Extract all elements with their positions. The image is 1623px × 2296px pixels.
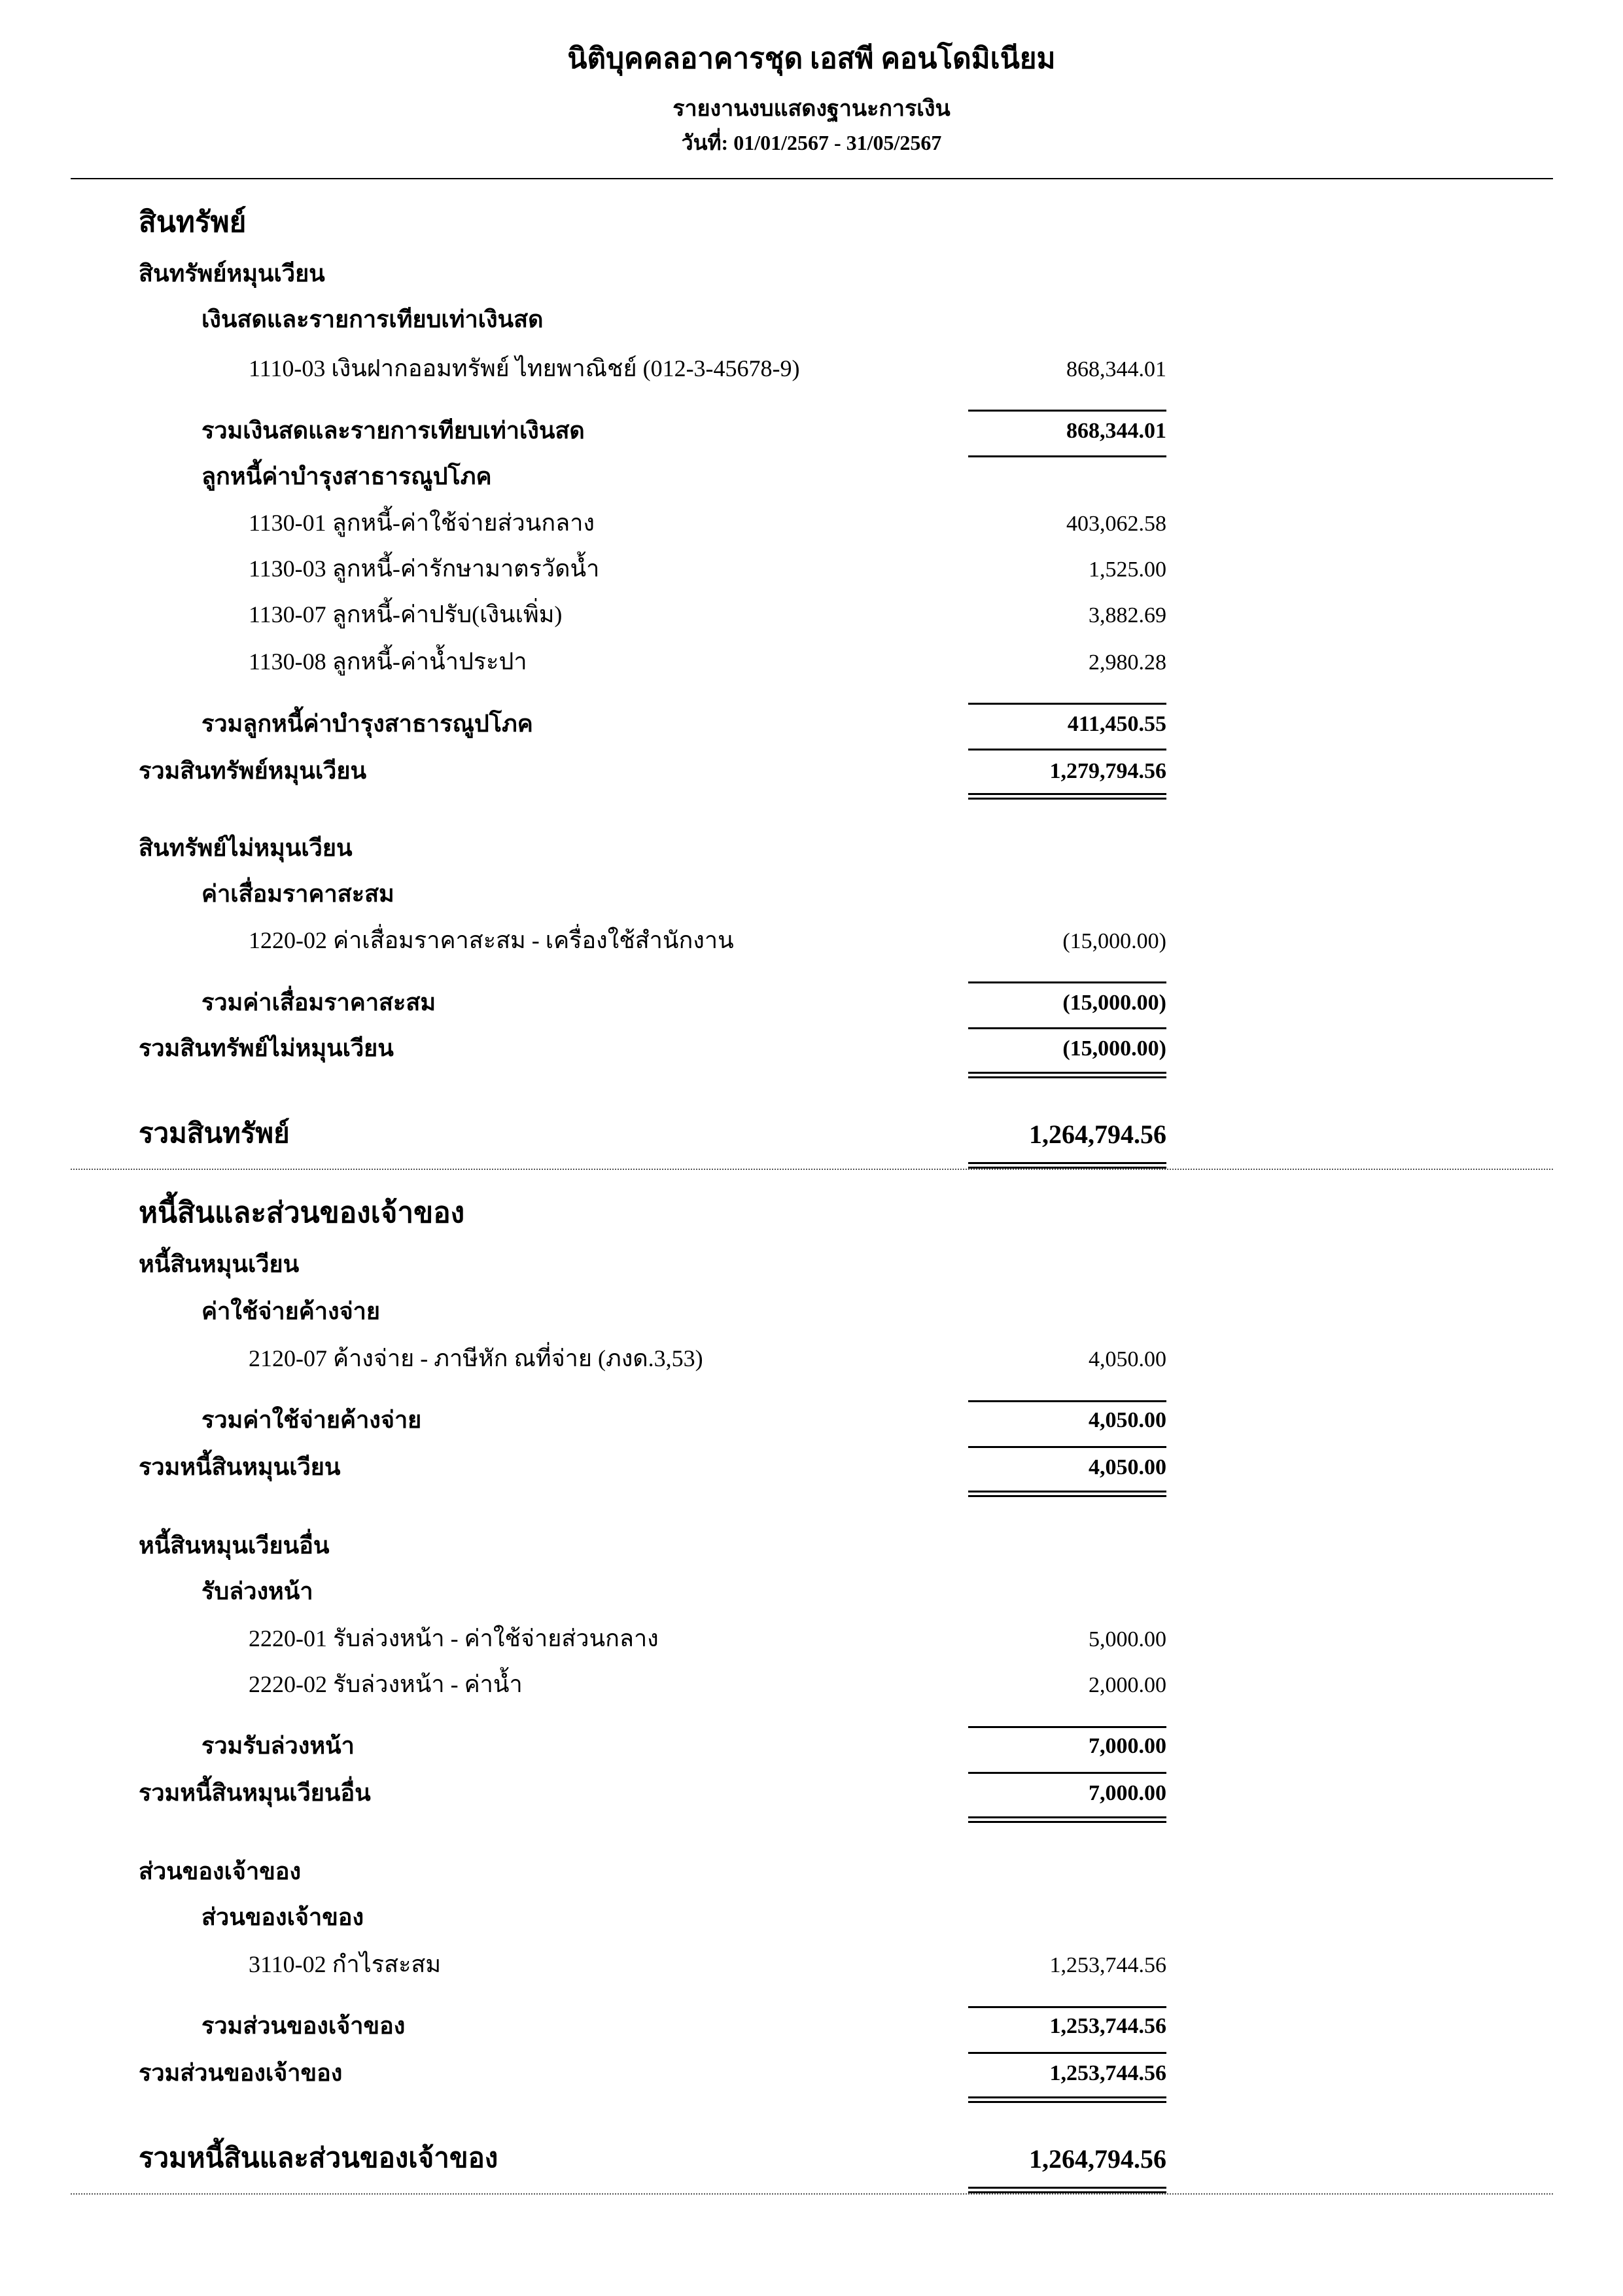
- noncurrent-assets-total-label: รวมสินทรัพย์ไม่หมุนเวียน: [139, 1035, 394, 1061]
- ledger-item-amount: 4,050.00: [1089, 1347, 1166, 1371]
- current-assets-heading: สินทรัพย์หมุนเวียน: [139, 260, 325, 287]
- current-liabilities-total-amount: 4,050.00: [1089, 1455, 1166, 1479]
- ledger-item-amount: 5,000.00: [1089, 1627, 1166, 1651]
- assets-grand-total-label: รวมสินทรัพย์: [139, 1119, 290, 1149]
- current-assets-total-label: รวมสินทรัพย์หมุนเวียน: [139, 758, 367, 784]
- noncurrent-assets-total-amount: (15,000.00): [1062, 1036, 1166, 1061]
- total-double-underline: [968, 793, 1166, 800]
- total-double-underline: [968, 2096, 1166, 2103]
- ledger-item-label: 2220-01 รับล่วงหน้า - ค่าใช้จ่ายส่วนกลาง: [249, 1625, 659, 1651]
- ledger-item-amount: 868,344.01: [1066, 357, 1166, 381]
- equity-heading: ส่วนของเจ้าของ: [139, 1858, 302, 1884]
- accrued-total-label: รวมค่าใช้จ่ายค้างจ่าย: [201, 1407, 422, 1433]
- cash-total-amount: 868,344.01: [1066, 419, 1166, 443]
- total-double-underline: [968, 1072, 1166, 1078]
- receivables-total-amount: 411,450.55: [1067, 712, 1166, 736]
- liabilities-heading: หนี้สินและส่วนของเจ้าของ: [139, 1197, 465, 1229]
- current-assets-total-amount: 1,279,794.56: [1049, 759, 1166, 783]
- ledger-item-amount: (15,000.00): [1062, 929, 1166, 953]
- receivables-total-label: รวมลูกหนี้ค่าบำรุงสาธารณูปโภค: [201, 711, 533, 737]
- depreciation-total-label: รวมค่าเสื่อมราคาสะสม: [201, 989, 436, 1016]
- ledger-item-amount: 2,980.28: [1089, 650, 1166, 675]
- assets-grand-total-amount: 1,264,794.56: [1029, 1120, 1166, 1149]
- report-subtitle: รายงานงบแสดงฐานะการเงิน: [672, 97, 951, 121]
- ledger-item-label: 2220-02 รับล่วงหน้า - ค่าน้ำ: [249, 1671, 523, 1697]
- ledger-item-label: 1130-01 ลูกหนี้-ค่าใช้จ่ายส่วนกลาง: [249, 510, 595, 536]
- other-liabilities-total-amount: 7,000.00: [1089, 1781, 1166, 1805]
- report-period: วันที่: 01/01/2567 - 31/05/2567: [681, 131, 942, 154]
- advance-total-label: รวมรับล่วงหน้า: [201, 1733, 355, 1759]
- subtotal-underline: [968, 749, 1166, 751]
- ledger-item-label: 2120-07 ค้างจ่าย - ภาษีหัก ณที่จ่าย (ภงด.3,53): [249, 1345, 703, 1371]
- subtotal-rule: [968, 703, 1166, 705]
- report-org-title: นิติบุคคลอาคารชุด เอสพี คอนโดมิเนียม: [567, 43, 1056, 75]
- current-liabilities-heading: หนี้สินหมุนเวียน: [139, 1251, 300, 1277]
- subtotal-underline: [968, 1027, 1166, 1029]
- assets-heading: สินทรัพย์: [139, 206, 247, 238]
- equity-total-label: รวมส่วนของเจ้าของ: [139, 2060, 343, 2086]
- grand-total-double-underline: [968, 2187, 1166, 2193]
- equity-sub-heading: ส่วนของเจ้าของ: [201, 1904, 364, 1930]
- ledger-item-amount: 403,062.58: [1066, 512, 1166, 536]
- current-liabilities-total-label: รวมหนี้สินหมุนเวียน: [139, 1454, 341, 1480]
- subtotal-underline: [968, 455, 1166, 457]
- liabilities-grand-total-amount: 1,264,794.56: [1029, 2144, 1166, 2174]
- ledger-item-amount: 3,882.69: [1089, 603, 1166, 627]
- ledger-item-label: 1110-03 เงินฝากออมทรัพย์ ไทยพาณิชย์ (012-3-45678-9): [249, 355, 800, 381]
- subtotal-rule: [968, 981, 1166, 983]
- accrued-total-amount: 4,050.00: [1089, 1408, 1166, 1432]
- ledger-item-label: 1130-08 ลูกหนี้-ค่าน้ำประปา: [249, 648, 527, 675]
- equity-sub-total-amount: 1,253,744.56: [1049, 2014, 1166, 2038]
- equity-sub-total-label: รวมส่วนของเจ้าของ: [201, 2013, 406, 2039]
- ledger-item-label: 1130-03 ลูกหนี้-ค่ารักษามาตรวัดน้ำ: [249, 556, 600, 582]
- cash-heading: เงินสดและรายการเทียบเท่าเงินสด: [201, 306, 544, 332]
- total-double-underline: [968, 1491, 1166, 1497]
- depreciation-total-amount: (15,000.00): [1062, 991, 1166, 1015]
- header-divider: [71, 178, 1553, 179]
- ledger-item-label: 1130-07 ลูกหนี้-ค่าปรับ(เงินเพิ่ม): [249, 601, 563, 627]
- ledger-item-amount: 1,525.00: [1089, 557, 1166, 582]
- depreciation-heading: ค่าเสื่อมราคาสะสม: [201, 881, 394, 907]
- total-double-underline: [968, 1816, 1166, 1823]
- section-divider: [71, 1169, 1553, 1170]
- grand-total-double-underline: [968, 1162, 1166, 1169]
- cash-total-label: รวมเงินสดและรายการเทียบเท่าเงินสด: [201, 417, 585, 444]
- ledger-item-label: 1220-02 ค่าเสื่อมราคาสะสม - เครื่องใช้สำนักงาน: [249, 927, 734, 953]
- subtotal-underline: [968, 1772, 1166, 1774]
- other-liabilities-heading: หนี้สินหมุนเวียนอื่น: [139, 1532, 330, 1559]
- accrued-heading: ค่าใช้จ่ายค้างจ่าย: [201, 1298, 380, 1324]
- subtotal-rule: [968, 1400, 1166, 1402]
- subtotal-rule: [968, 1726, 1166, 1728]
- subtotal-rule: [968, 410, 1166, 412]
- section-divider: [71, 2193, 1553, 2195]
- subtotal-rule: [968, 2006, 1166, 2008]
- advance-total-amount: 7,000.00: [1089, 1734, 1166, 1758]
- ledger-item-amount: 1,253,744.56: [1049, 1953, 1166, 1977]
- equity-total-amount: 1,253,744.56: [1049, 2061, 1166, 2085]
- other-liabilities-total-label: รวมหนี้สินหมุนเวียนอื่น: [139, 1780, 371, 1806]
- ledger-item-amount: 2,000.00: [1089, 1673, 1166, 1697]
- liabilities-grand-total-label: รวมหนี้สินและส่วนของเจ้าของ: [139, 2144, 498, 2174]
- ledger-item-label: 3110-02 กำไรสะสม: [249, 1951, 442, 1977]
- subtotal-underline: [968, 1446, 1166, 1448]
- subtotal-underline: [968, 2052, 1166, 2054]
- receivables-heading: ลูกหนี้ค่าบำรุงสาธารณูปโภค: [201, 463, 492, 489]
- advance-heading: รับล่วงหน้า: [201, 1578, 313, 1604]
- noncurrent-assets-heading: สินทรัพย์ไม่หมุนเวียน: [139, 835, 353, 861]
